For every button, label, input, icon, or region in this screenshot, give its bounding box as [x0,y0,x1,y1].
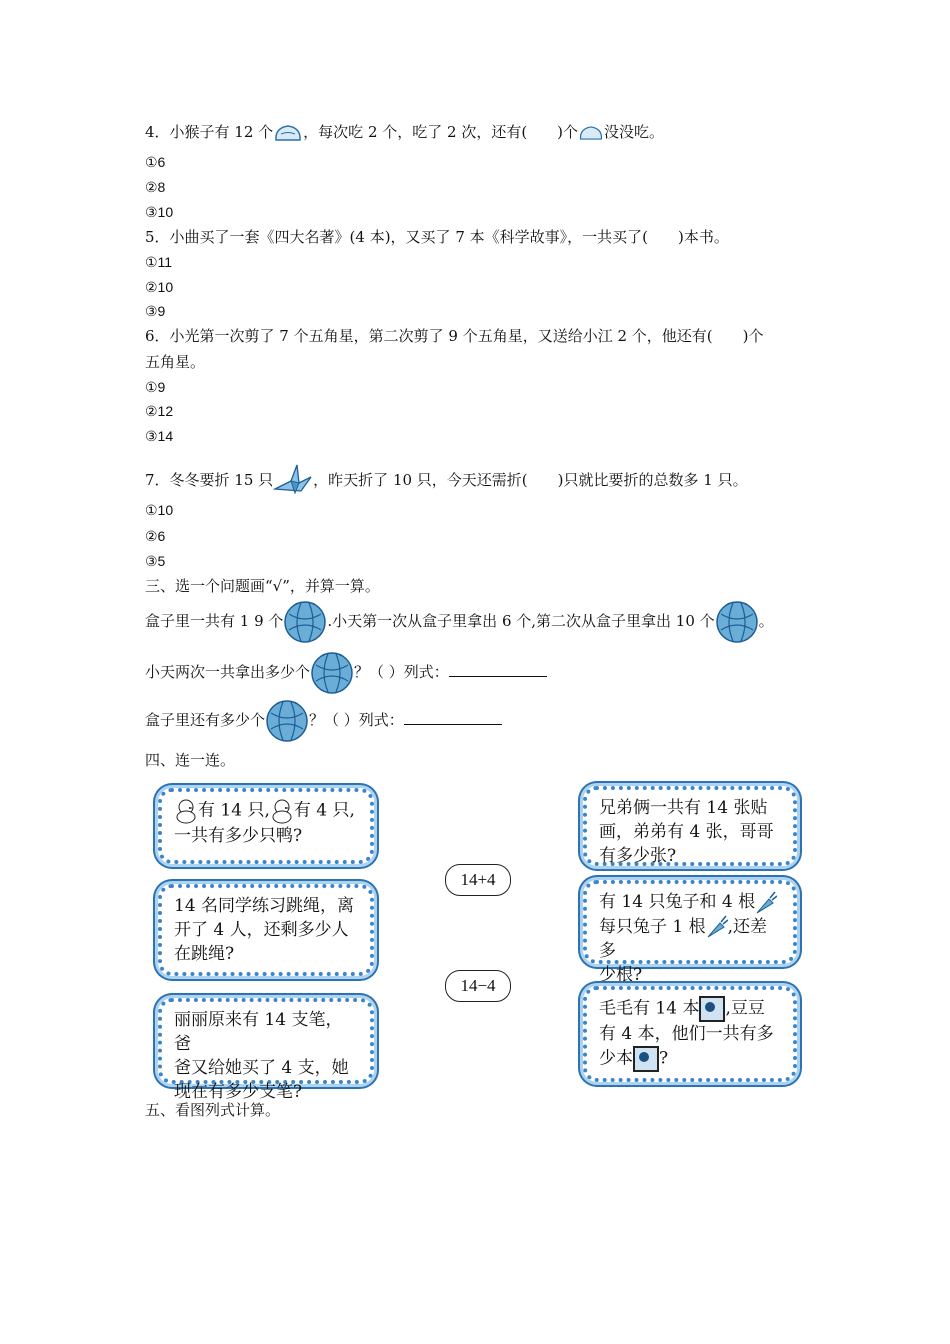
duck-icon [270,798,294,824]
right-card-stickers[interactable] [583,786,797,866]
q5-option-2: ②10 [145,279,174,295]
section-3-question-1: 小天两次一共拿出多少个 ？（ ）列式： [145,650,547,695]
right-card-books-line1: 毛毛有 14 本 ,豆豆 [599,996,781,1022]
carrot-icon [706,915,728,939]
ball-icon [283,600,327,644]
q5-option-3: ③9 [145,303,166,319]
book-icon [699,996,725,1022]
q4-option-3: ③10 [145,204,174,220]
q6-stem-line1: 6．小光第一次剪了 7 个五角星，第二次剪了 9 个五角星，又送给小江 2 个，他还有( )个 [145,327,764,345]
left-card-jump-rope-line2: 开了 4 人，还剩多少人 [174,920,349,940]
right-card-books[interactable] [583,986,797,1082]
q4-stem: 4．小猴子有 12 个 ，每次吃 2 个，吃了 2 次，还有( )个 没没吃。 [145,122,664,144]
right-card-books-line3: 少本 ? [599,1046,781,1072]
duck-icon [174,798,198,824]
q5-option-1: ①11 [145,254,173,270]
answer-blank-1[interactable] [449,662,547,677]
right-card-stickers-line2: 画，弟弟有 4 张，哥哥 [599,822,774,842]
left-card-pens-line1: 丽丽原来有 14 支笔，爸 [174,1010,343,1054]
right-card-carrots-line1: 有 14 只兔子和 4 根 [599,890,781,915]
q6-option-1: ①9 [145,379,166,395]
right-card-stickers-line1: 兄弟俩一共有 14 张贴 [599,798,768,818]
operator-minus[interactable]: 14−4 [445,970,511,1002]
right-card-books-line2: 有 4 本，他们一共有多 [599,1024,774,1044]
answer-blank-2[interactable] [404,710,502,725]
left-card-pens[interactable] [158,998,374,1102]
q7-option-2: ②6 [145,528,166,544]
q7-stem: 7．冬冬要折 15 只 ，昨天折了 10 只，今天还需折( )只就比要折的总数多 1 只。 [145,462,748,499]
peach-icon [578,123,604,143]
right-card-carrots-line2: 每只兔子 1 根 ,还差多 [599,916,768,961]
ball-icon [265,699,309,743]
operator-plus[interactable]: 14+4 [445,864,511,896]
left-card-pens-line3: 现在有多少支笔? [174,1082,303,1102]
ball-icon [310,651,354,695]
right-card-stickers-line3: 有多少张? [599,846,677,866]
section-4-title: 四、连一连。 [145,751,236,769]
left-card-jump-rope-line1: 14 名同学练习跳绳，离 [174,896,355,916]
right-card-carrots[interactable] [583,880,797,985]
section-3-line1: 盒子里一共有 1 9 个 .小天第一次从盒子里拿出 6 个,第二次从盒子里拿出 10 个 。 [145,598,774,644]
section-3-question-2: 盒子里还有多少个 ？（ ）列式： [145,698,502,743]
q7-option-1: ①10 [145,502,174,518]
left-card-pens-line2: 爸又给她买了 4 支，她 [174,1058,349,1078]
left-card-ducks[interactable] [158,788,374,864]
peach-icon [273,122,303,144]
paper-crane-icon [273,463,313,499]
carrot-icon [755,891,777,915]
q5-stem: 5．小曲买了一套《四大名著》(4 本)，又买了 7 本《科学故事》，一共买了( )本书。 [145,228,729,246]
section-5-title: 五、看图列式计算。 [145,1101,281,1119]
q6-option-2: ②12 [145,403,174,419]
left-card-ducks-line2: 一共有多少只鸭? [174,826,303,846]
q6-stem-line2: 五角星。 [145,353,206,371]
left-card-ducks-line1: 有 14 只, 有 4 只, [174,798,358,824]
q7-option-3: ③5 [145,553,166,569]
q6-option-3: ③14 [145,428,174,444]
section-3-title: 三、选一个问题画“√”，并算一算。 [145,577,380,595]
ball-icon [715,600,759,644]
q4-option-2: ②8 [145,179,166,195]
left-card-jump-rope-line3: 在跳绳? [174,944,235,964]
book-icon [633,1046,659,1072]
q4-option-1: ①6 [145,154,166,170]
right-card-carrots-line3: 少根? [599,965,643,985]
left-card-jump-rope[interactable] [158,884,374,976]
